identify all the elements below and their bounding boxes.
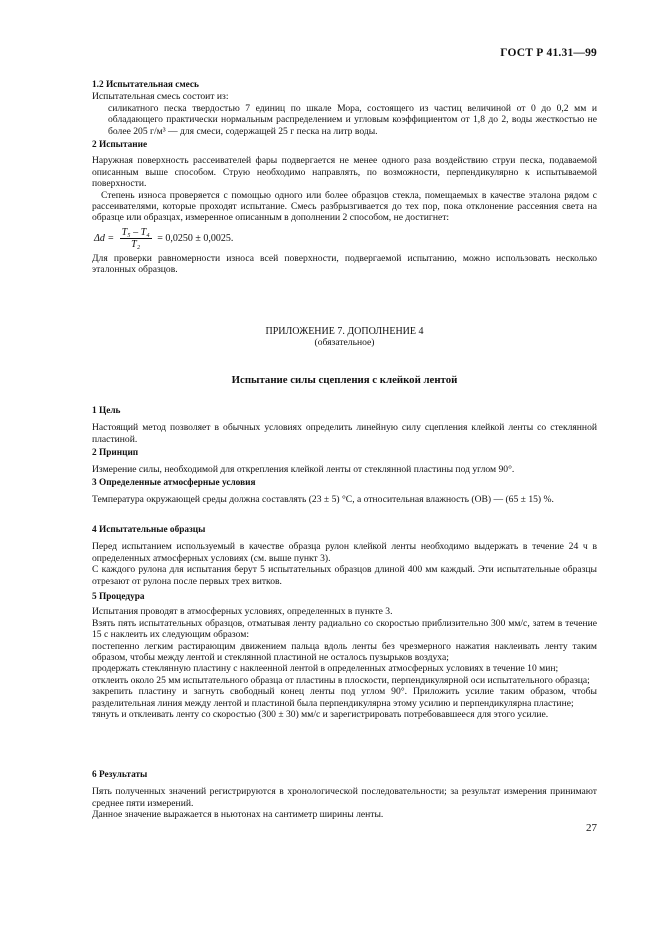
paragraph: Для проверки равномерности износа всей поверхности, подвергаемой испытанию, можно использовать несколько эталонных образцов.	[92, 252, 597, 276]
formula	[94, 227, 597, 250]
section-4	[92, 525, 597, 587]
paragraph: Перед испытанием используемый в качестве образца рулон клейкой ленты необходимо выдержать в течение 24 ч в определенных атмосферных условиях (см. выше пункт 3).	[92, 541, 597, 564]
paragraph: Взять пять испытательных образцов, отматывая ленту радиально со скоростью приблизительно 300 мм/с, затем в течение 15 с наклеить их следующим образом:	[92, 617, 597, 641]
paragraph: продержать стеклянную пластину с наклеенной лентой в определенных атмосферных условиях в течение 10 мин;	[92, 663, 559, 675]
document-code: ГОСТ Р 41.31—99	[500, 47, 597, 59]
section-heading: 5 Процедура	[92, 592, 145, 602]
section-heading: 2 Принцип	[92, 448, 139, 458]
formula-fraction	[120, 227, 152, 250]
paragraph: Настоящий метод позволяет в обычных условиях определить линейную силу сцепления клейкой ленты со стеклянной пластиной.	[92, 422, 597, 445]
section-1	[92, 406, 597, 445]
section-6	[92, 770, 597, 821]
paragraph: закрепить пластину и загнуть свободный конец ленты под углом 90°. Приложить усилие таким образом, чтобы разделительная линия между лентой и пластиной была перпендикулярна этому усилию и перпендикулярна пластине;	[92, 686, 597, 709]
appendix-status: (обязательное)	[314, 337, 375, 349]
paragraph: Испытания проводят в атмосферных условиях, определенных в пункте 3.	[92, 606, 393, 618]
section-heading: 1 Цель	[92, 406, 121, 416]
paragraph: Пять полученных значений регистрируются в хронологической последовательности; за результат измерения принимают среднее пяти измерений.	[92, 786, 597, 809]
formula-denominator: T₂	[131, 238, 141, 250]
paragraph: Измерение силы, необходимой для открепления клейкой ленты от стеклянной пластины под углом 90°.	[92, 464, 515, 476]
section-5	[92, 592, 597, 720]
formula-lhs: Δd =	[94, 232, 115, 244]
paragraph: отклеить около 25 мм испытательного образца от пластины в плоскости, перпендикулярной оси испытательного образца;	[92, 674, 590, 686]
paragraph: Данное значение выражается в ньютонах на сантиметр ширины ленты.	[92, 809, 384, 821]
section-heading: 4 Испытательные образцы	[92, 525, 206, 535]
paragraph: С каждого рулона для испытания берут 5 испытательных образцов длиной 400 мм каждый. Эти испытательные образцы отрезают от рулона после первых трех витков.	[92, 564, 597, 587]
section-2-principle	[92, 448, 597, 476]
section-1-2	[92, 80, 597, 137]
section-heading: 2 Испытание	[92, 140, 148, 150]
section-heading: 6 Результаты	[92, 770, 148, 780]
section-3	[92, 478, 597, 506]
paragraph: Испытательная смесь состоит из:	[92, 91, 229, 103]
section-heading: 3 Определенные атмосферные условия	[92, 478, 256, 488]
paragraph: Наружная поверхность рассеивателей фары подвергается не менее одного раза воздействию струи песка, подаваемой описанным выше способом. Струю необходимо направлять, по возможности, перпендикулярно к испытываемой поверхности.	[92, 155, 597, 190]
section-2	[92, 140, 597, 276]
paragraph: Степень износа проверяется с помощью одного или более образцов стекла, помещаемых в качестве эталона рядом с рассеивателями, которые проходят испытание. Смесь разбрызгивается до тех пор, пока отклонение рассеяния света на образце или образцах, измеренное описанным в дополнении 2 способом, не достигнет:	[92, 189, 597, 224]
paragraph: Температура окружающей среды должна составлять (23 ± 5) °С, а относительная влажность (ОВ) — (65 ± 15) %.	[92, 494, 554, 506]
paragraph: силикатного песка твердостью 7 единиц по шкале Мора, состоящего из частиц величиной от 0 до 0,2 мм и обладающего практически нормальным распределением и угловым коэффициентом от 1,8 до 2, воды жесткостью не более 205 г/м³ — для смеси, содержащей 25 г песка на литр воды.	[108, 102, 597, 137]
formula-rhs: = 0,0250 ± 0,0025.	[157, 232, 234, 244]
appendix-label: ПРИЛОЖЕНИЕ 7. ДОПОЛНЕНИЕ 4	[265, 326, 424, 337]
paragraph: тянуть и отклеивать ленту со скоростью (300 ± 30) мм/с и зарегистрировать потребовавшееся для этого усилие.	[92, 709, 549, 721]
appendix-title: Испытание силы сцепления с клейкой лентой	[231, 374, 458, 386]
page-number: 27	[586, 822, 597, 834]
appendix-header	[92, 326, 597, 349]
section-heading: 1.2 Испытательная смесь	[92, 80, 199, 90]
formula-numerator: T₅ – T₄	[121, 226, 150, 238]
paragraph: постепенно легким растирающим движением пальца вдоль ленты без чрезмерного нажатия наклеивать ленту таким образом, чтобы между лентой и стеклянной пластиной не осталось пузырьков воздуха;	[92, 640, 597, 664]
